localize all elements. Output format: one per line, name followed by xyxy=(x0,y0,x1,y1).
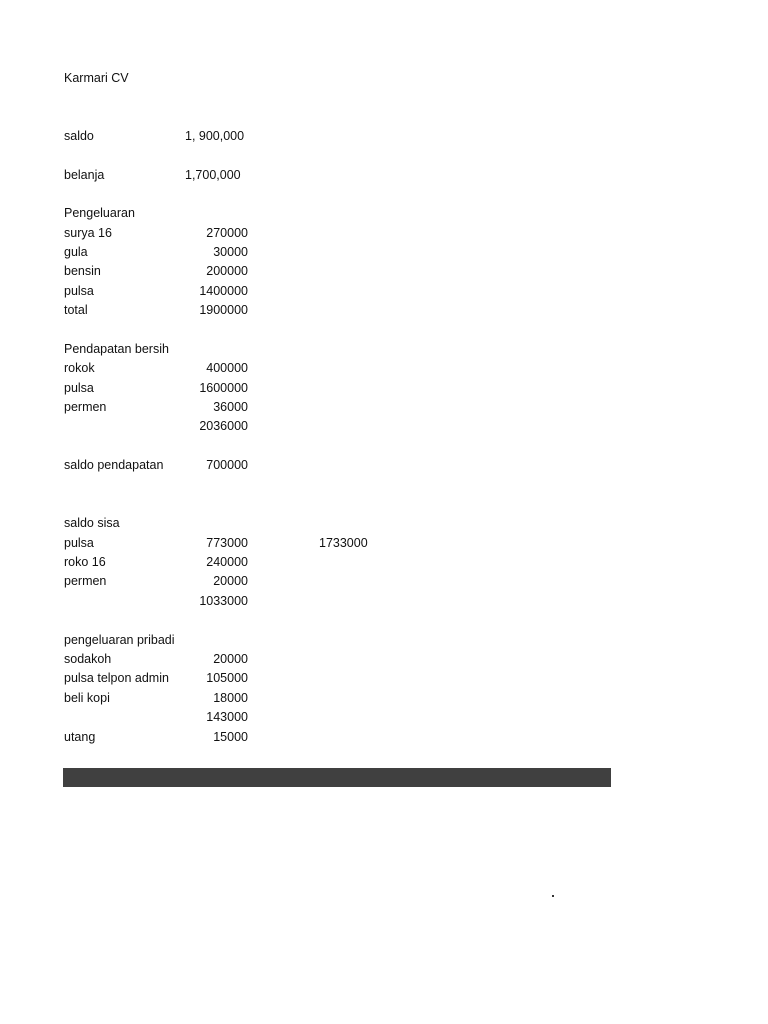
table-row xyxy=(0,536,768,554)
utang-row xyxy=(0,730,768,748)
section-heading: pengeluaran pribadi xyxy=(64,633,175,647)
total-row xyxy=(0,594,768,612)
row-label: gula xyxy=(64,245,88,259)
pendapatan-heading-row xyxy=(0,342,768,360)
row-label: pulsa xyxy=(64,381,94,395)
section-heading: Pendapatan bersih xyxy=(64,342,169,356)
row-label: pulsa telpon admin xyxy=(64,671,169,685)
table-row xyxy=(0,284,768,302)
pengeluaran-heading-row xyxy=(0,206,768,224)
row-label: total xyxy=(64,303,88,317)
extra-value: 1733000 xyxy=(319,536,368,550)
belanja-label: belanja xyxy=(64,168,105,182)
belanja-row xyxy=(0,168,768,186)
table-row xyxy=(0,303,768,321)
page-title: Karmari CV xyxy=(64,71,129,85)
row-value: 773000 xyxy=(206,536,248,550)
table-row xyxy=(0,400,768,418)
section-heading: Pengeluaran xyxy=(64,206,135,220)
row-value: 400000 xyxy=(206,361,248,375)
total-row xyxy=(0,710,768,728)
table-row xyxy=(0,652,768,670)
total-value: 2036000 xyxy=(199,419,248,433)
row-value: 1900000 xyxy=(199,303,248,317)
saldo-row xyxy=(0,129,768,147)
row-value: 36000 xyxy=(213,400,248,414)
row-value: 240000 xyxy=(206,555,248,569)
row-label: sodakoh xyxy=(64,652,112,666)
row-label: permen xyxy=(64,400,107,414)
total-value: 1033000 xyxy=(199,594,248,608)
table-row xyxy=(0,574,768,592)
row-value: 30000 xyxy=(213,245,248,259)
table-row xyxy=(0,245,768,263)
table-row xyxy=(0,555,768,573)
row-label: surya 16 xyxy=(64,226,112,240)
row-label: roko 16 xyxy=(64,555,106,569)
stray-dot-text xyxy=(551,886,554,897)
row-value: 18000 xyxy=(213,691,248,705)
table-row xyxy=(0,361,768,379)
total-value: 143000 xyxy=(206,710,248,724)
row-value: 1400000 xyxy=(199,284,248,298)
row-label: utang xyxy=(64,730,96,744)
table-row xyxy=(0,381,768,399)
row-label: beli kopi xyxy=(64,691,110,705)
row-value: 20000 xyxy=(213,574,248,588)
row-value: 200000 xyxy=(206,264,248,278)
saldo-sisa-heading-row xyxy=(0,516,768,534)
dark-divider-bar xyxy=(63,768,611,787)
section-heading: saldo sisa xyxy=(64,516,120,530)
table-row xyxy=(0,226,768,244)
row-label: pulsa xyxy=(64,536,94,550)
belanja-value: 1,700,000 xyxy=(185,168,241,182)
row-label: bensin xyxy=(64,264,101,278)
row-label: saldo pendapatan xyxy=(64,458,164,472)
table-row xyxy=(0,264,768,282)
table-row xyxy=(0,691,768,709)
pengeluaran-pribadi-heading-row xyxy=(0,633,768,651)
row-label: rokok xyxy=(64,361,95,375)
row-value: 1600000 xyxy=(199,381,248,395)
row-value: 105000 xyxy=(206,671,248,685)
row-value: 270000 xyxy=(206,226,248,240)
saldo-pendapatan-row xyxy=(0,458,768,476)
table-row xyxy=(0,671,768,689)
row-value: 700000 xyxy=(206,458,248,472)
total-row xyxy=(0,419,768,437)
row-label: pulsa xyxy=(64,284,94,298)
row-value: 20000 xyxy=(213,652,248,666)
saldo-value: 1, 900,000 xyxy=(185,129,245,143)
row-label: permen xyxy=(64,574,107,588)
row-value: 15000 xyxy=(213,730,248,744)
saldo-label: saldo xyxy=(64,129,94,143)
